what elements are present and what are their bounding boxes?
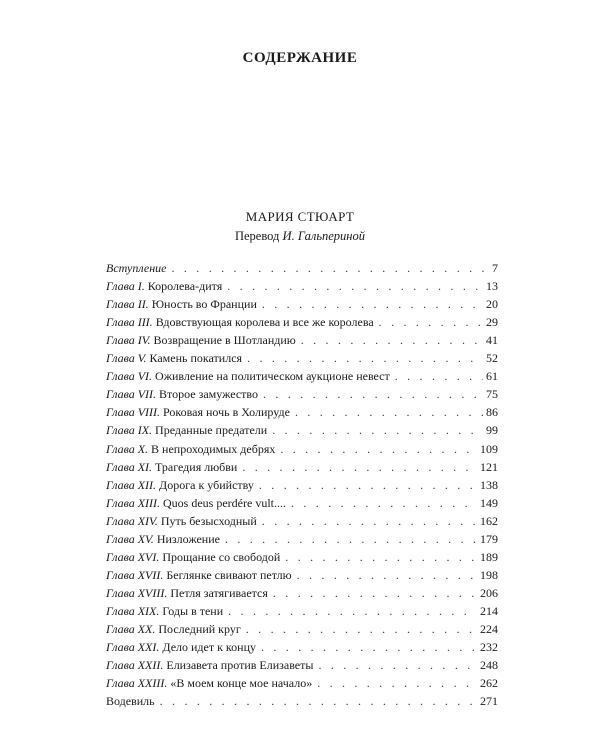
toc-chapter-title: Прощание со свободой <box>162 549 281 564</box>
toc-chapter-number: Глава XII. <box>106 477 157 492</box>
toc-entry-label <box>106 279 222 293</box>
toc-entry <box>106 347 498 365</box>
toc-chapter-title: Quos deus perdére vult.... <box>163 495 286 510</box>
toc-entry <box>106 419 498 437</box>
toc-chapter-title: Петля затягивается <box>170 585 268 600</box>
toc-page-number: 262 <box>480 676 498 691</box>
dot-leader <box>272 423 483 437</box>
toc-page-number: 75 <box>486 387 498 402</box>
dot-leader <box>160 694 477 708</box>
toc-entry-label <box>106 369 390 383</box>
dot-leader <box>297 568 477 582</box>
toc-entry-label <box>106 694 155 708</box>
toc-chapter-number: Глава XV. <box>106 531 154 546</box>
toc-page-number: 149 <box>480 495 498 510</box>
translator-line <box>0 229 600 244</box>
dot-leader <box>225 532 477 546</box>
toc-chapter-title: Водевиль <box>106 694 155 709</box>
toc-page-number: 198 <box>480 567 498 582</box>
dot-leader <box>291 496 477 510</box>
toc-entry-label <box>106 387 258 401</box>
toc-page-number: 20 <box>486 297 498 312</box>
toc-chapter-number: Глава XIII. <box>106 495 161 510</box>
toc-entry <box>106 672 498 690</box>
toc-entry <box>106 329 498 347</box>
toc-chapter-number: Глава XI. <box>106 459 153 474</box>
toc-chapter-title: Второе замужество <box>159 387 258 402</box>
toc-chapter-title: Беглянке свивают петлю <box>166 567 292 582</box>
toc-chapter-number: Глава XVIII. <box>106 585 168 600</box>
toc-page-number: 189 <box>480 549 498 564</box>
toc-chapter-title: Путь безысходный <box>160 513 257 528</box>
toc-chapter-number: Глава XIX. <box>106 603 160 618</box>
dot-leader <box>263 387 483 401</box>
toc-entry-label <box>106 568 292 582</box>
toc-chapter-number: Глава XXIII. <box>106 676 168 691</box>
dot-leader <box>280 442 477 456</box>
book-title: МАРИЯ СТЮАРТ <box>245 209 355 224</box>
dot-leader <box>318 658 477 672</box>
toc-chapter-title: Возвращение в Шотландию <box>153 333 296 348</box>
toc-entry <box>106 636 498 654</box>
toc-entry-label <box>106 333 296 347</box>
dot-leader <box>285 550 477 564</box>
toc-chapter-title: Юность во Франции <box>151 297 257 312</box>
toc-page-number: 99 <box>486 423 498 438</box>
toc-entry-label <box>106 604 223 618</box>
dot-leader <box>262 297 483 311</box>
toc-page-number: 206 <box>480 585 498 600</box>
dot-leader <box>301 333 483 347</box>
toc-page-number: 179 <box>480 531 498 546</box>
toc-chapter-number: Глава XVII. <box>106 567 164 582</box>
toc-entry <box>106 564 498 582</box>
toc-entry <box>106 383 498 401</box>
toc-entry <box>106 275 498 293</box>
dot-leader <box>259 478 477 492</box>
toc-entry-label <box>106 351 242 365</box>
toc-page-number: 138 <box>480 477 498 492</box>
toc-chapter-number: Глава III. <box>106 315 153 330</box>
toc-page-number: 162 <box>480 513 498 528</box>
toc-chapter-title: «В моем конце мое начало» <box>170 676 313 691</box>
dot-leader <box>172 261 490 275</box>
toc-chapter-number: Вступление <box>106 261 167 276</box>
toc-entry <box>106 437 498 455</box>
toc-page-number: 29 <box>486 315 498 330</box>
toc-chapter-number: Глава VIII. <box>106 405 161 420</box>
toc-page-number: 109 <box>480 441 498 456</box>
toc-entry <box>106 510 498 528</box>
toc-entry-label <box>106 514 257 528</box>
toc-entry <box>106 654 498 672</box>
toc-chapter-number: Глава II. <box>106 297 149 312</box>
toc-chapter-title: Оживление на политическом аукционе невест <box>155 369 390 384</box>
toc-page-number: 214 <box>480 603 498 618</box>
dot-leader <box>379 315 483 329</box>
toc-entry-label <box>106 532 220 546</box>
translator-prefix: Перевод <box>234 229 280 243</box>
toc-page-number: 121 <box>480 459 498 474</box>
toc-entry <box>106 293 498 311</box>
page-heading: СОДЕРЖАНИЕ <box>242 50 358 66</box>
dot-leader <box>228 604 477 618</box>
dot-leader <box>317 676 477 690</box>
toc-entry-label <box>106 460 237 474</box>
toc-chapter-title: Дело идет к концу <box>162 640 256 655</box>
toc-entry <box>106 582 498 600</box>
toc-entry <box>106 618 498 636</box>
dot-leader <box>273 586 477 600</box>
toc-entry-label <box>106 640 256 654</box>
toc-chapter-title: Низложение <box>156 531 220 546</box>
toc-entry-label <box>106 658 313 672</box>
toc-entry <box>106 365 498 383</box>
toc-entry-label <box>106 550 280 564</box>
toc-chapter-number: Глава XIV. <box>106 513 158 528</box>
translator-name: И. Гальпериной <box>282 229 366 243</box>
toc-entry <box>106 311 498 329</box>
toc-chapter-title: Последний круг <box>158 621 241 636</box>
toc-entry-label <box>106 478 254 492</box>
toc-page-number: 61 <box>486 369 498 384</box>
dot-leader <box>262 514 477 528</box>
toc-entry <box>106 690 498 708</box>
toc-entry-label <box>106 297 257 311</box>
toc-entry <box>106 401 498 419</box>
toc-entry <box>106 492 498 510</box>
toc-chapter-number: Глава XVI. <box>106 549 160 564</box>
dot-leader <box>246 622 477 636</box>
toc-page-number: 232 <box>480 640 498 655</box>
toc-chapter-title: Дорога к убийству <box>159 477 254 492</box>
toc-entry-label <box>106 261 167 275</box>
toc-chapter-title: Вдовствующая королева и все же королева <box>155 315 374 330</box>
toc-chapter-number: Глава IV. <box>106 333 151 348</box>
toc-chapter-number: Глава XXII. <box>106 658 164 673</box>
toc-entry-label <box>106 622 241 636</box>
toc-entry <box>106 546 498 564</box>
dot-leader <box>295 405 483 419</box>
dot-leader <box>242 460 477 474</box>
toc-chapter-number: Глава XXI. <box>106 640 160 655</box>
toc-page-number: 248 <box>480 658 498 673</box>
toc-page-number: 52 <box>486 351 498 366</box>
toc-chapter-number: Глава IX. <box>106 423 153 438</box>
toc-entry <box>106 257 498 275</box>
toc-chapter-title: Королева-дитя <box>147 279 223 294</box>
toc-entry <box>106 600 498 618</box>
toc-chapter-title: Преданные предатели <box>155 423 268 438</box>
toc-page-number: 41 <box>486 333 498 348</box>
toc-chapter-number: Глава XX. <box>106 621 156 636</box>
toc-list <box>106 257 498 708</box>
toc-entry-label <box>106 586 268 600</box>
toc-chapter-number: Глава VI. <box>106 369 153 384</box>
toc-chapter-title: Трагедия любви <box>155 459 238 474</box>
toc-entry-label <box>106 405 290 419</box>
toc-page-number: 13 <box>486 279 498 294</box>
toc-entry <box>106 474 498 492</box>
toc-page-number: 271 <box>480 694 498 709</box>
dot-leader <box>261 640 477 654</box>
toc-chapter-number: Глава VII. <box>106 387 157 402</box>
toc-entry <box>106 456 498 474</box>
toc-chapter-title: Роковая ночь в Холируде <box>163 405 290 420</box>
toc-chapter-title: Елизавета против Елизаветы <box>166 658 314 673</box>
toc-chapter-number: Глава V. <box>106 351 147 366</box>
toc-page-number: 224 <box>480 621 498 636</box>
toc-entry-label <box>106 676 312 690</box>
toc-entry-label <box>106 442 275 456</box>
dot-leader <box>247 351 483 365</box>
toc-chapter-title: В непроходимых дебрях <box>151 441 276 456</box>
toc-chapter-number: Глава X. <box>106 441 149 456</box>
dot-leader <box>395 369 483 383</box>
toc-entry-label <box>106 315 374 329</box>
toc-chapter-title: Камень покатился <box>149 351 243 366</box>
toc-entry-label <box>106 496 286 510</box>
toc-entry-label <box>106 423 267 437</box>
toc-page-number: 7 <box>492 261 498 276</box>
toc-page-number: 86 <box>486 405 498 420</box>
toc-chapter-number: Глава I. <box>106 279 145 294</box>
toc-chapter-title: Годы в тени <box>162 603 224 618</box>
toc-entry <box>106 528 498 546</box>
dot-leader <box>227 279 483 293</box>
